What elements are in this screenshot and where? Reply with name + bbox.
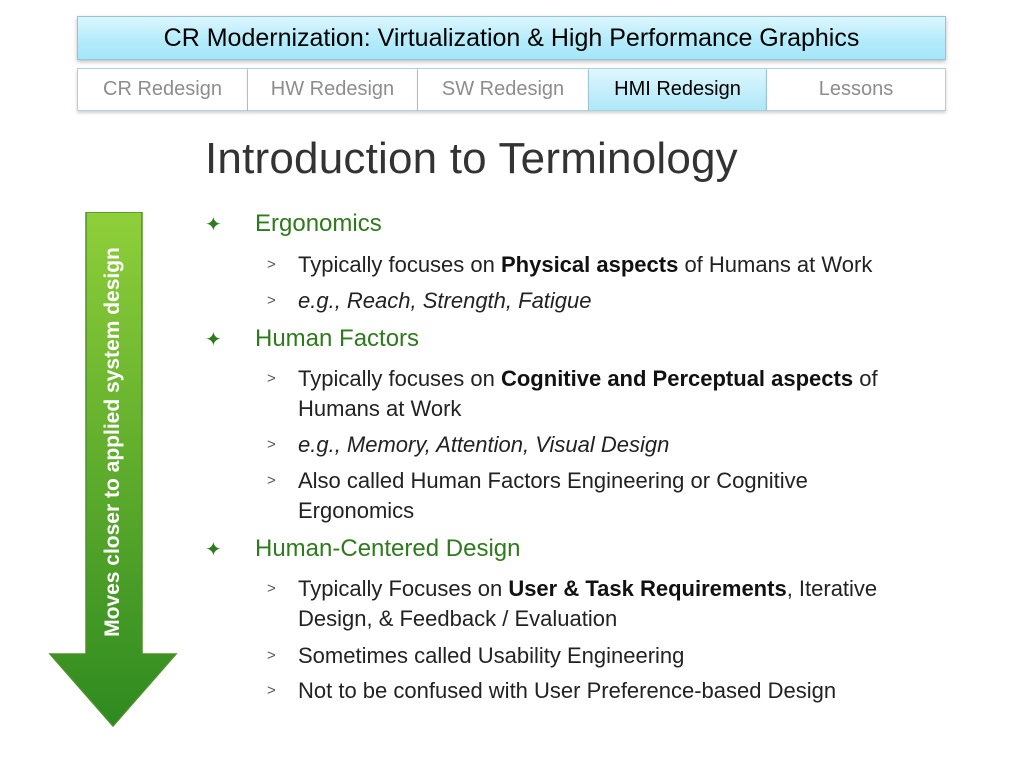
item-text: Sometimes called Usability Engineering: [298, 643, 685, 668]
arrow-label: Moves closer to applied system design: [101, 247, 124, 637]
item-bold-text: Physical aspects: [500, 252, 679, 277]
list-item: [267, 466, 887, 526]
chevron-right-icon: >: [267, 682, 276, 699]
tab-hw-redesign[interactable]: [248, 68, 418, 111]
tab-label: Lessons: [818, 78, 894, 100]
list-item: [267, 286, 987, 316]
item-text: of Humans at Work: [678, 252, 873, 277]
chevron-right-icon: >: [267, 370, 276, 387]
chevron-right-icon: >: [267, 256, 276, 273]
list-item: [267, 676, 987, 706]
section-title: Ergonomics: [255, 210, 382, 237]
item-text: Not to be confused with User Preference-based Design: [298, 678, 837, 703]
four-point-star-icon: ✦: [205, 329, 222, 351]
tab-label: HMI Redesign: [614, 78, 741, 100]
tab-hmi-redesign[interactable]: [589, 68, 767, 111]
list-item: [267, 364, 967, 424]
tab-lessons[interactable]: [767, 68, 946, 111]
item-text: of Humans at Work: [298, 366, 878, 421]
chevron-right-icon: >: [267, 436, 276, 453]
item-example-text: e.g., Memory, Attention, Visual Design: [298, 432, 670, 457]
section-title: Human-Centered Design: [255, 535, 521, 562]
item-text: Typically Focuses on: [298, 576, 509, 601]
chevron-right-icon: >: [267, 472, 276, 489]
list-item: [267, 574, 907, 634]
item-example-text: e.g., Reach, Strength, Fatigue: [298, 288, 592, 313]
four-point-star-icon: ✦: [205, 539, 222, 561]
tab-sw-redesign[interactable]: [418, 68, 589, 111]
list-item: [267, 430, 987, 460]
tab-label: SW Redesign: [441, 78, 565, 100]
tab-label: HW Redesign: [270, 78, 395, 100]
chevron-right-icon: >: [267, 647, 276, 664]
chevron-right-icon: >: [267, 580, 276, 597]
chevron-right-icon: >: [267, 292, 276, 309]
item-text: Typically focuses on: [298, 366, 501, 391]
presentation-title: CR Modernization: Virtualization & High Performance Graphics: [163, 23, 860, 52]
item-text: , Iterative Design, & Feedback / Evaluation: [298, 576, 878, 631]
item-bold-text: Cognitive and Perceptual aspects: [500, 366, 854, 391]
four-point-star-icon: ✦: [205, 214, 222, 236]
item-bold-text: User & Task Requirements: [508, 576, 787, 601]
section-title: Human Factors: [255, 325, 420, 352]
slide-heading: Introduction to Terminology: [205, 134, 738, 183]
list-item: [267, 641, 987, 671]
item-text: Typically focuses on: [298, 252, 501, 277]
item-text: Also called Human Factors Engineering or Cognitive Ergonomics: [298, 468, 808, 523]
tab-cr-redesign[interactable]: [77, 68, 248, 111]
list-item: [267, 250, 987, 280]
down-arrow-icon: [48, 212, 178, 728]
tab-label: CR Redesign: [103, 78, 222, 100]
section-tabs: [77, 68, 946, 111]
slide-title-bar: [77, 16, 946, 60]
